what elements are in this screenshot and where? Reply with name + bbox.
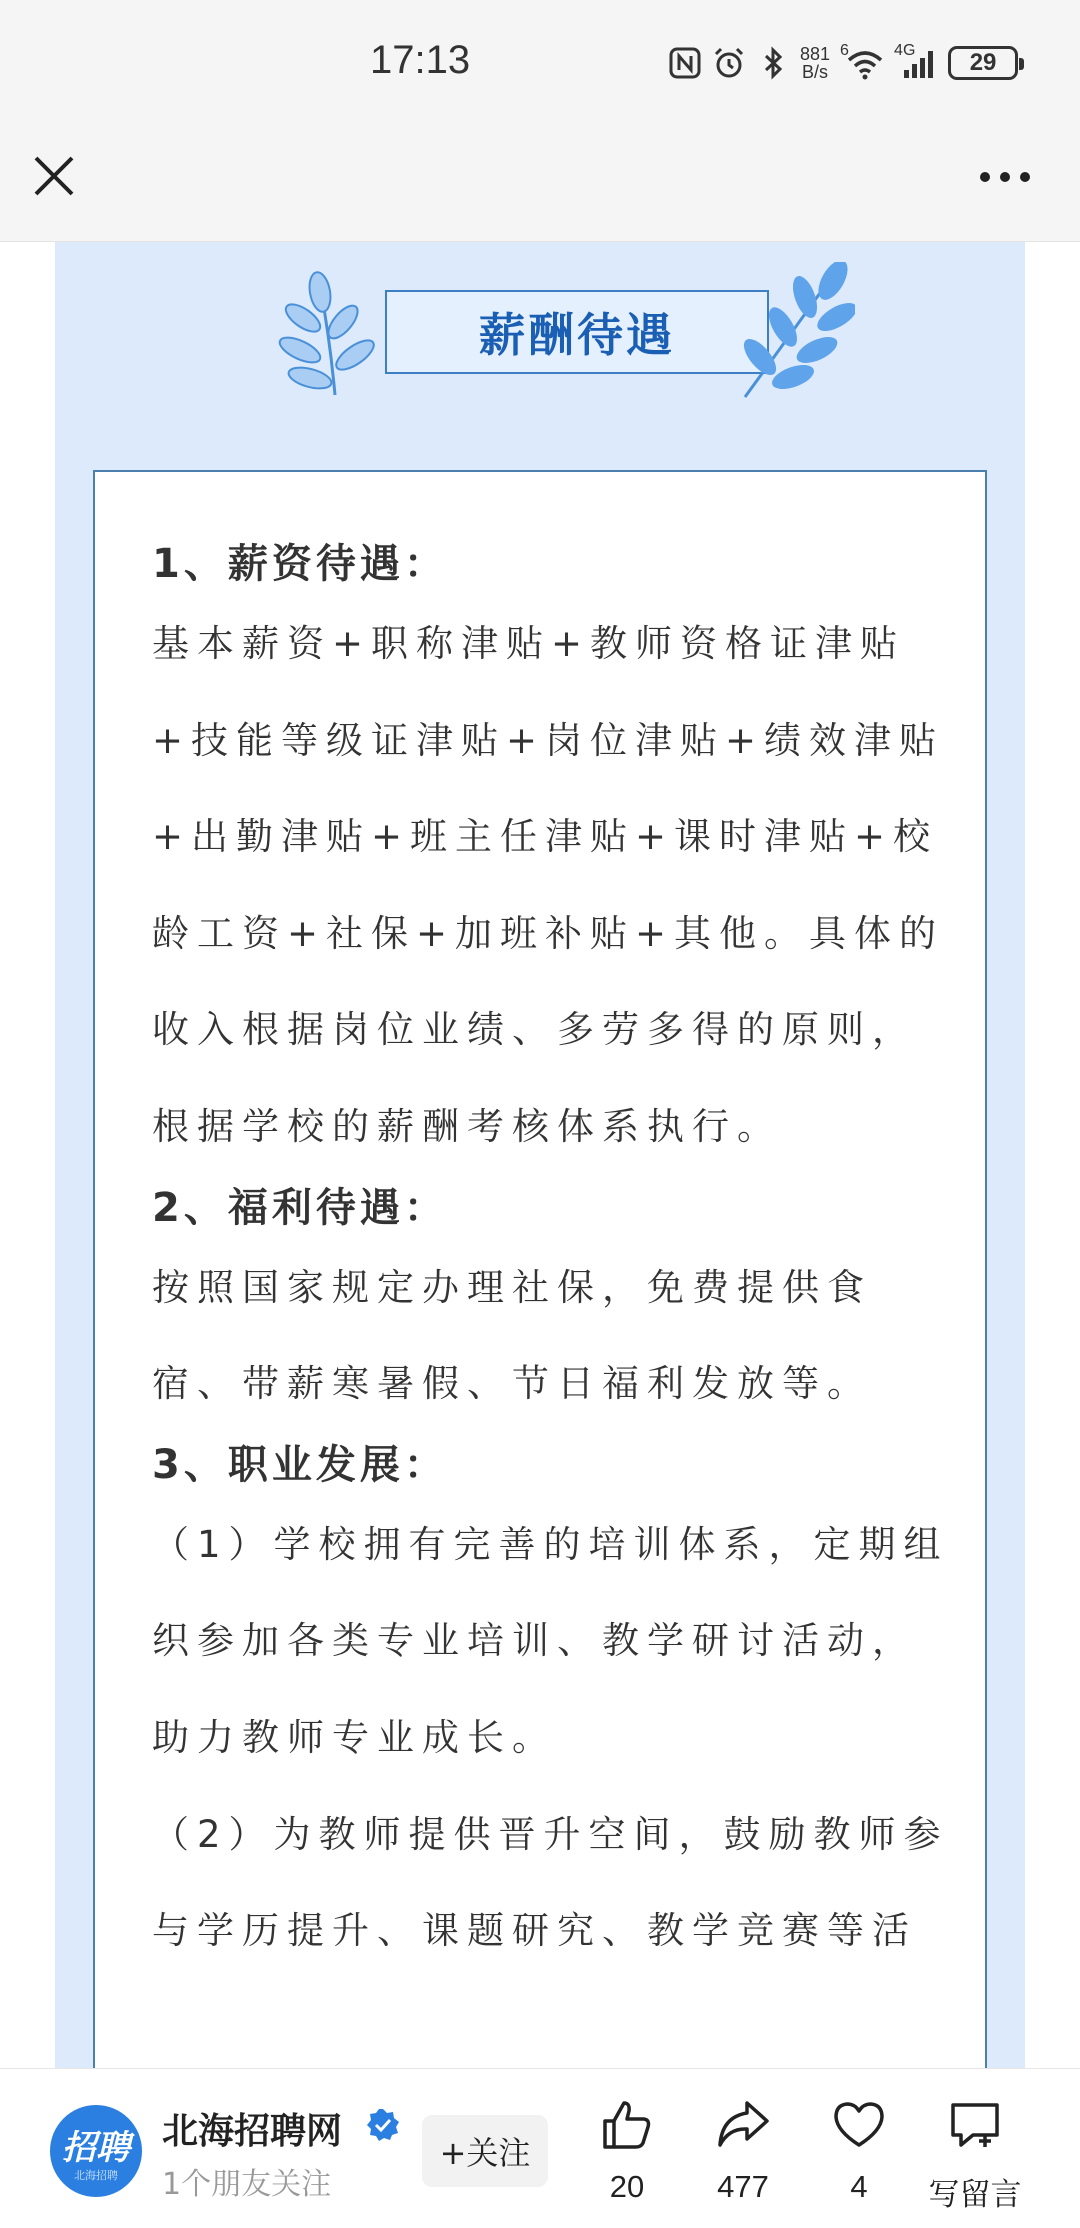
status-bar bbox=[0, 0, 1080, 130]
close-icon[interactable] bbox=[30, 152, 78, 200]
wifi-indicator bbox=[840, 42, 884, 80]
battery-icon: 29 bbox=[948, 46, 1018, 80]
thumbs-up-icon bbox=[599, 2097, 655, 2153]
like-count: 20 bbox=[609, 2169, 645, 2204]
verified-icon bbox=[365, 2107, 401, 2143]
follower-count: 1个朋友关注 bbox=[162, 2167, 332, 2202]
section-title: 薪酬待遇 bbox=[479, 308, 675, 362]
like-button[interactable] bbox=[572, 2097, 682, 2205]
net-speed bbox=[800, 45, 830, 81]
favorite-button[interactable] bbox=[804, 2097, 914, 2205]
net-speed-value: 881 bbox=[800, 44, 831, 64]
benefits-text bbox=[152, 532, 952, 1980]
section-paragraph: （1）学校拥有完善的培训体系，定期组织参加各类专业培训、教学研讨活动，助力教师专业成长。 bbox=[152, 1522, 949, 1759]
status-icons bbox=[668, 40, 1018, 86]
top-nav bbox=[0, 130, 1080, 242]
avatar-text: 招聘 bbox=[62, 2127, 130, 2168]
section-heading: 2、福利待遇： bbox=[152, 1184, 448, 1231]
comment-icon bbox=[947, 2097, 1003, 2153]
status-time: 17:13 bbox=[370, 38, 471, 82]
account-name[interactable]: 北海招聘网 bbox=[162, 2111, 343, 2152]
wifi-icon bbox=[846, 48, 884, 80]
benefits-box bbox=[93, 470, 987, 2068]
share-icon bbox=[715, 2097, 771, 2153]
bottom-bar bbox=[0, 2068, 1080, 2228]
share-button[interactable] bbox=[688, 2097, 798, 2205]
avatar[interactable] bbox=[50, 2105, 142, 2197]
section-header bbox=[275, 270, 845, 390]
share-count: 477 bbox=[717, 2169, 769, 2204]
signal-icon bbox=[902, 48, 938, 80]
wifi-badge: 6 bbox=[840, 42, 849, 59]
signal-indicator bbox=[894, 42, 938, 80]
leaf-decoration-icon bbox=[275, 270, 395, 400]
section-paragraph: 基本薪资+职称津贴+教师资格证津贴+技能等级证津贴+岗位津贴+绩效津贴+出勤津贴+班主任津贴+课时津贴+校龄工资+社保+加班补贴+其他。具体的收入根据岗位业绩、多劳多得的原则，根据学校的薪酬考核体系执行。 bbox=[152, 622, 945, 1148]
avatar-subtext: 北海招聘 bbox=[74, 2168, 118, 2182]
alarm-icon bbox=[712, 46, 746, 80]
section-heading: 1、薪资待遇： bbox=[152, 541, 448, 587]
bluetooth-icon bbox=[756, 46, 790, 80]
section-paragraph: 按照国家规定办理社保，免费提供食宿、带薪寒暑假、节日福利发放等。 bbox=[152, 1265, 872, 1406]
favorite-count: 4 bbox=[850, 2169, 868, 2204]
article-content bbox=[55, 242, 1025, 2068]
signal-badge: 4G bbox=[894, 42, 916, 59]
comment-button[interactable] bbox=[920, 2097, 1030, 2214]
follow-button[interactable]: +关注 bbox=[422, 2115, 548, 2187]
heart-icon bbox=[831, 2097, 887, 2153]
comment-label: 写留言 bbox=[928, 2177, 1022, 2213]
leaf-decoration-icon bbox=[725, 262, 855, 402]
net-speed-unit: B/s bbox=[802, 62, 829, 82]
more-icon[interactable] bbox=[978, 170, 1032, 184]
section-heading: 3、职业发展： bbox=[152, 1441, 448, 1488]
nfc-icon bbox=[668, 46, 702, 80]
section-paragraph: （2）为教师提供晋升空间，鼓励教师参与学历提升、课题研究、教学竞赛等活 bbox=[152, 1812, 949, 1953]
